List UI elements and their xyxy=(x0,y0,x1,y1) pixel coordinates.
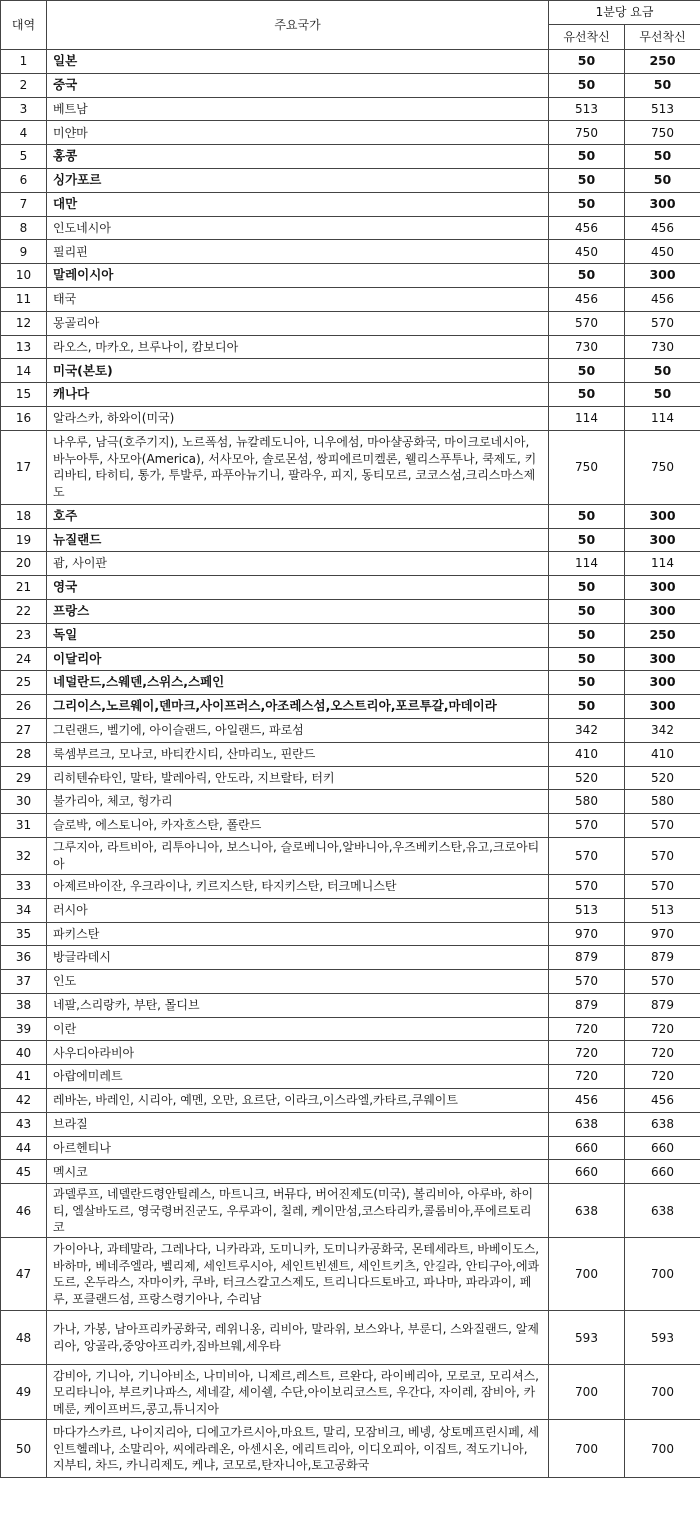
wireless-rate-cell: 410 xyxy=(625,742,700,766)
table-row xyxy=(1,97,700,121)
wired-rate-cell: 570 xyxy=(549,874,625,898)
table-row xyxy=(1,1238,700,1311)
wired-rate-cell: 342 xyxy=(549,718,625,742)
wired-header: 유선착신 xyxy=(549,25,625,50)
table-row xyxy=(1,599,700,623)
wired-rate-cell: 50 xyxy=(549,168,625,192)
table-row xyxy=(1,504,700,528)
zone-cell: 32 xyxy=(1,837,47,874)
countries-cell: 홍콩 xyxy=(47,145,549,169)
wired-rate-cell: 700 xyxy=(549,1238,625,1311)
wireless-rate-cell: 660 xyxy=(625,1136,700,1160)
wired-rate-cell: 50 xyxy=(549,383,625,407)
countries-cell: 이달리아 xyxy=(47,647,549,671)
zone-cell: 1 xyxy=(1,50,47,74)
zone-cell: 29 xyxy=(1,766,47,790)
table-row xyxy=(1,946,700,970)
table-row xyxy=(1,406,700,430)
zone-cell: 6 xyxy=(1,168,47,192)
wired-rate-cell: 570 xyxy=(549,814,625,838)
table-row xyxy=(1,1041,700,1065)
wired-rate-cell: 50 xyxy=(549,647,625,671)
countries-cell: 미국(본토) xyxy=(47,359,549,383)
table-row xyxy=(1,898,700,922)
countries-cell: 인도네시아 xyxy=(47,216,549,240)
table-row xyxy=(1,1365,700,1420)
zone-cell: 30 xyxy=(1,790,47,814)
countries-cell: 룩셈부르크, 모나코, 바티칸시티, 산마리노, 핀란드 xyxy=(47,742,549,766)
zone-cell: 18 xyxy=(1,504,47,528)
table-row xyxy=(1,576,700,600)
countries-cell: 감비아, 기니아, 기니아비소, 나미비아, 니제르,레스트, 르완다, 라이베리아, 모로코, 모리셔스,모리타니아, 부르키나파스, 세네갈, 세이쉘, 수단,아이보리코스트, 우간다, 자이레, 잠비아, 카메룬, 케이프버드,콩고,튜니지아 xyxy=(47,1365,549,1420)
countries-cell: 러시아 xyxy=(47,898,549,922)
zone-cell: 17 xyxy=(1,430,47,504)
zone-cell: 37 xyxy=(1,970,47,994)
countries-cell: 가나, 가봉, 남아프리카공화국, 레위니옹, 리비아, 말라위, 보스와나, 부룬디, 스와질랜드, 알제리아, 앙골라,중앙아프리카,짐바브웨,세우타 xyxy=(47,1311,549,1365)
wired-rate-cell: 720 xyxy=(549,1065,625,1089)
table-row xyxy=(1,383,700,407)
countries-cell: 몽골리아 xyxy=(47,311,549,335)
countries-cell: 가이아나, 과테말라, 그레나다, 니카라과, 도미니카, 도미니카공화국, 몬테세라트, 바베이도스, 바하마, 베네주엘라, 벨리제, 세인트루시아, 세인트빈센트, 세인트키츠, 안길라, 안티구아,에콰도르, 온두라스, 자마이카, 쿠바, 터크스칼고스제도, 트리니다드토바고, 파나마, 파라과이, 페루, 포클랜드섬, 프랑스령기아나, 수리남 xyxy=(47,1238,549,1311)
wired-rate-cell: 410 xyxy=(549,742,625,766)
zone-cell: 34 xyxy=(1,898,47,922)
wired-rate-cell: 570 xyxy=(549,311,625,335)
wired-rate-cell: 750 xyxy=(549,430,625,504)
zone-cell: 23 xyxy=(1,623,47,647)
wireless-rate-cell: 300 xyxy=(625,695,700,719)
countries-cell: 네덜란드,스웨덴,스위스,스페인 xyxy=(47,671,549,695)
wireless-rate-cell: 638 xyxy=(625,1184,700,1238)
wireless-rate-cell: 720 xyxy=(625,1065,700,1089)
wired-rate-cell: 700 xyxy=(549,1365,625,1420)
table-row xyxy=(1,430,700,504)
zone-header: 대역 xyxy=(1,1,47,50)
zone-cell: 41 xyxy=(1,1065,47,1089)
countries-cell: 불가리아, 체코, 헝가리 xyxy=(47,790,549,814)
countries-cell: 브라질 xyxy=(47,1112,549,1136)
table-row xyxy=(1,552,700,576)
zone-cell: 3 xyxy=(1,97,47,121)
rate-group-header: 1분당 요금 xyxy=(549,1,700,25)
wireless-rate-cell: 250 xyxy=(625,50,700,74)
wired-rate-cell: 456 xyxy=(549,216,625,240)
wireless-rate-cell: 450 xyxy=(625,240,700,264)
zone-cell: 31 xyxy=(1,814,47,838)
zone-cell: 33 xyxy=(1,874,47,898)
countries-cell: 아르헨티나 xyxy=(47,1136,549,1160)
wired-rate-cell: 50 xyxy=(549,576,625,600)
zone-cell: 10 xyxy=(1,264,47,288)
zone-cell: 8 xyxy=(1,216,47,240)
table-row xyxy=(1,647,700,671)
table-row xyxy=(1,837,700,874)
wireless-rate-cell: 638 xyxy=(625,1112,700,1136)
zone-cell: 2 xyxy=(1,73,47,97)
wired-rate-cell: 456 xyxy=(549,287,625,311)
zone-cell: 35 xyxy=(1,922,47,946)
wireless-rate-cell: 300 xyxy=(625,192,700,216)
wired-rate-cell: 730 xyxy=(549,335,625,359)
wireless-rate-cell: 970 xyxy=(625,922,700,946)
table-row xyxy=(1,121,700,145)
table-row xyxy=(1,874,700,898)
table-row xyxy=(1,264,700,288)
countries-cell: 아랍에미레트 xyxy=(47,1065,549,1089)
table-row xyxy=(1,1136,700,1160)
countries-cell: 레바논, 바레인, 시리아, 예멘, 오만, 요르단, 이라크,이스라엘,카타르,쿠웨이트 xyxy=(47,1089,549,1113)
table-row xyxy=(1,790,700,814)
wired-rate-cell: 593 xyxy=(549,1311,625,1365)
wired-rate-cell: 970 xyxy=(549,922,625,946)
zone-cell: 42 xyxy=(1,1089,47,1113)
zone-cell: 15 xyxy=(1,383,47,407)
wireless-rate-cell: 50 xyxy=(625,73,700,97)
zone-cell: 16 xyxy=(1,406,47,430)
wired-rate-cell: 114 xyxy=(549,552,625,576)
wired-rate-cell: 660 xyxy=(549,1160,625,1184)
table-row xyxy=(1,1420,700,1478)
countries-cell: 이란 xyxy=(47,1017,549,1041)
wireless-rate-cell: 570 xyxy=(625,837,700,874)
countries-cell: 그리이스,노르웨이,덴마크,사이프러스,아조레스섬,오스트리아,포르투갈,마데이라 xyxy=(47,695,549,719)
countries-cell: 호주 xyxy=(47,504,549,528)
countries-cell: 말레이시아 xyxy=(47,264,549,288)
table-row xyxy=(1,335,700,359)
table-row xyxy=(1,814,700,838)
table-row xyxy=(1,718,700,742)
table-row xyxy=(1,145,700,169)
wired-rate-cell: 450 xyxy=(549,240,625,264)
zone-cell: 47 xyxy=(1,1238,47,1311)
countries-cell: 그린랜드, 벨기에, 아이슬랜드, 아일랜드, 파로섬 xyxy=(47,718,549,742)
wireless-rate-cell: 660 xyxy=(625,1160,700,1184)
countries-cell: 나우루, 남극(호주기지), 노르폭섬, 뉴칼레도니아, 니우에섬, 마아샬공화국, 마이크로네시아, 바누아투, 사모아(America), 서사모아, 솔로몬섬, 쌍피에르미켈론, 웰리스푸투나, 쿡제도, 키리바티, 타히티, 통가, 투발루, 파푸아뉴기니, 팔라우, 피지, 동티모르, 코코스섬,크리스마스제도 xyxy=(47,430,549,504)
wired-rate-cell: 879 xyxy=(549,993,625,1017)
wireless-rate-cell: 520 xyxy=(625,766,700,790)
wireless-rate-cell: 570 xyxy=(625,970,700,994)
table-row xyxy=(1,993,700,1017)
wired-rate-cell: 50 xyxy=(549,73,625,97)
zone-cell: 24 xyxy=(1,647,47,671)
wireless-rate-cell: 300 xyxy=(625,671,700,695)
countries-cell: 사우디아라비아 xyxy=(47,1041,549,1065)
countries-header: 주요국가 xyxy=(47,1,549,50)
table-row xyxy=(1,970,700,994)
wireless-rate-cell: 300 xyxy=(625,576,700,600)
countries-cell: 과델루프, 네델란드령안틸레스, 마트니크, 버뮤다, 버어진제도(미국), 볼리비아, 아루바, 하이티, 엘살바도르, 영국령버진군도, 우루과이, 칠레, 케이만섬,코스타리카,콜롬비아,푸에르토리코 xyxy=(47,1184,549,1238)
rate-table-body xyxy=(1,50,700,1478)
countries-cell: 인도 xyxy=(47,970,549,994)
wireless-rate-cell: 700 xyxy=(625,1420,700,1478)
wired-rate-cell: 700 xyxy=(549,1420,625,1478)
wired-rate-cell: 570 xyxy=(549,970,625,994)
countries-cell: 캐나다 xyxy=(47,383,549,407)
wired-rate-cell: 520 xyxy=(549,766,625,790)
table-row xyxy=(1,192,700,216)
wireless-rate-cell: 570 xyxy=(625,814,700,838)
wireless-rate-cell: 593 xyxy=(625,1311,700,1365)
table-row xyxy=(1,623,700,647)
zone-cell: 7 xyxy=(1,192,47,216)
wired-rate-cell: 638 xyxy=(549,1112,625,1136)
wired-rate-cell: 50 xyxy=(549,504,625,528)
wireless-rate-cell: 456 xyxy=(625,216,700,240)
table-row xyxy=(1,1160,700,1184)
table-row xyxy=(1,359,700,383)
wireless-rate-cell: 300 xyxy=(625,264,700,288)
wired-rate-cell: 456 xyxy=(549,1089,625,1113)
table-row xyxy=(1,1065,700,1089)
zone-cell: 39 xyxy=(1,1017,47,1041)
wired-rate-cell: 580 xyxy=(549,790,625,814)
table-row xyxy=(1,742,700,766)
wireless-rate-cell: 50 xyxy=(625,168,700,192)
wired-rate-cell: 720 xyxy=(549,1041,625,1065)
zone-cell: 45 xyxy=(1,1160,47,1184)
wireless-rate-cell: 50 xyxy=(625,145,700,169)
wired-rate-cell: 50 xyxy=(549,671,625,695)
zone-cell: 28 xyxy=(1,742,47,766)
zone-cell: 36 xyxy=(1,946,47,970)
countries-cell: 아제르바이잔, 우크라이나, 키르지스탄, 타지키스탄, 터크메니스탄 xyxy=(47,874,549,898)
zone-cell: 50 xyxy=(1,1420,47,1478)
wired-rate-cell: 513 xyxy=(549,97,625,121)
wired-rate-cell: 660 xyxy=(549,1136,625,1160)
countries-cell: 영국 xyxy=(47,576,549,600)
countries-cell: 필리핀 xyxy=(47,240,549,264)
countries-cell: 알라스카, 하와이(미국) xyxy=(47,406,549,430)
wireless-rate-cell: 342 xyxy=(625,718,700,742)
wireless-rate-cell: 570 xyxy=(625,874,700,898)
zone-cell: 44 xyxy=(1,1136,47,1160)
wireless-rate-cell: 250 xyxy=(625,623,700,647)
table-row xyxy=(1,1184,700,1238)
zone-cell: 46 xyxy=(1,1184,47,1238)
zone-cell: 4 xyxy=(1,121,47,145)
wireless-rate-cell: 879 xyxy=(625,993,700,1017)
wireless-rate-cell: 114 xyxy=(625,552,700,576)
countries-cell: 슬로박, 에스토니아, 카자흐스탄, 폴란드 xyxy=(47,814,549,838)
wired-rate-cell: 114 xyxy=(549,406,625,430)
countries-cell: 태국 xyxy=(47,287,549,311)
wired-rate-cell: 50 xyxy=(549,623,625,647)
wireless-rate-cell: 300 xyxy=(625,504,700,528)
zone-cell: 38 xyxy=(1,993,47,1017)
wireless-rate-cell: 720 xyxy=(625,1017,700,1041)
wireless-rate-cell: 750 xyxy=(625,430,700,504)
countries-cell: 독일 xyxy=(47,623,549,647)
countries-cell: 멕시코 xyxy=(47,1160,549,1184)
wireless-rate-cell: 513 xyxy=(625,898,700,922)
zone-cell: 21 xyxy=(1,576,47,600)
table-row xyxy=(1,311,700,335)
zone-cell: 22 xyxy=(1,599,47,623)
wireless-rate-cell: 50 xyxy=(625,359,700,383)
zone-cell: 48 xyxy=(1,1311,47,1365)
countries-cell: 마다가스카르, 나이지리아, 디에고가르시아,마요트, 말리, 모잠비크, 베넹, 상토메프린시페, 세인트헬레나, 소말리아, 씨에라레온, 아센시온, 에리트리아, 이디오피아, 이집트, 적도기니아, 지부티, 차드, 카니리제도, 케냐, 코모로,탄자니아,토고공화국 xyxy=(47,1420,549,1478)
wired-rate-cell: 50 xyxy=(549,528,625,552)
wireless-rate-cell: 50 xyxy=(625,383,700,407)
table-row xyxy=(1,1089,700,1113)
countries-cell: 베트남 xyxy=(47,97,549,121)
table-row xyxy=(1,671,700,695)
wired-rate-cell: 50 xyxy=(549,695,625,719)
zone-cell: 43 xyxy=(1,1112,47,1136)
wired-rate-cell: 50 xyxy=(549,359,625,383)
table-row xyxy=(1,1311,700,1365)
wired-rate-cell: 50 xyxy=(549,599,625,623)
zone-cell: 14 xyxy=(1,359,47,383)
wireless-rate-cell: 570 xyxy=(625,311,700,335)
table-row xyxy=(1,695,700,719)
wired-rate-cell: 50 xyxy=(549,264,625,288)
countries-cell: 프랑스 xyxy=(47,599,549,623)
wireless-rate-cell: 300 xyxy=(625,528,700,552)
wired-rate-cell: 50 xyxy=(549,192,625,216)
zone-cell: 19 xyxy=(1,528,47,552)
table-row xyxy=(1,216,700,240)
zone-cell: 9 xyxy=(1,240,47,264)
wired-rate-cell: 50 xyxy=(549,145,625,169)
countries-cell: 파키스탄 xyxy=(47,922,549,946)
wired-rate-cell: 50 xyxy=(549,50,625,74)
table-row xyxy=(1,240,700,264)
wired-rate-cell: 879 xyxy=(549,946,625,970)
zone-cell: 40 xyxy=(1,1041,47,1065)
wired-rate-cell: 513 xyxy=(549,898,625,922)
table-row xyxy=(1,922,700,946)
countries-cell: 중국 xyxy=(47,73,549,97)
countries-cell: 괌, 사이판 xyxy=(47,552,549,576)
zone-cell: 27 xyxy=(1,718,47,742)
countries-cell: 리히텐슈타인, 말타, 발레아릭, 안도라, 지브랄타, 터키 xyxy=(47,766,549,790)
zone-cell: 20 xyxy=(1,552,47,576)
countries-cell: 네팔,스리랑카, 부탄, 몰디브 xyxy=(47,993,549,1017)
wireless-rate-cell: 720 xyxy=(625,1041,700,1065)
zone-cell: 26 xyxy=(1,695,47,719)
table-row xyxy=(1,1017,700,1041)
countries-cell: 미얀마 xyxy=(47,121,549,145)
countries-cell: 대만 xyxy=(47,192,549,216)
countries-cell: 라오스, 마카오, 브루나이, 캄보디아 xyxy=(47,335,549,359)
wired-rate-cell: 638 xyxy=(549,1184,625,1238)
zone-cell: 11 xyxy=(1,287,47,311)
wireless-rate-cell: 456 xyxy=(625,287,700,311)
wireless-rate-cell: 456 xyxy=(625,1089,700,1113)
wireless-rate-cell: 580 xyxy=(625,790,700,814)
wireless-header: 무선착신 xyxy=(625,25,700,50)
wireless-rate-cell: 750 xyxy=(625,121,700,145)
zone-cell: 12 xyxy=(1,311,47,335)
wireless-rate-cell: 730 xyxy=(625,335,700,359)
countries-cell: 그루지아, 라트비아, 리투아니아, 보스니아, 슬로베니아,알바니아,우즈베키스탄,유고,크로아티아 xyxy=(47,837,549,874)
wireless-rate-cell: 513 xyxy=(625,97,700,121)
wireless-rate-cell: 300 xyxy=(625,647,700,671)
countries-cell: 방글라데시 xyxy=(47,946,549,970)
wireless-rate-cell: 879 xyxy=(625,946,700,970)
zone-cell: 5 xyxy=(1,145,47,169)
countries-cell: 일본 xyxy=(47,50,549,74)
wired-rate-cell: 750 xyxy=(549,121,625,145)
table-row xyxy=(1,168,700,192)
zone-cell: 25 xyxy=(1,671,47,695)
wireless-rate-cell: 300 xyxy=(625,599,700,623)
wired-rate-cell: 570 xyxy=(549,837,625,874)
table-row xyxy=(1,1112,700,1136)
table-row xyxy=(1,50,700,74)
table-row xyxy=(1,73,700,97)
table-row xyxy=(1,287,700,311)
wireless-rate-cell: 700 xyxy=(625,1238,700,1311)
countries-cell: 싱가포르 xyxy=(47,168,549,192)
table-row xyxy=(1,766,700,790)
wired-rate-cell: 720 xyxy=(549,1017,625,1041)
table-row xyxy=(1,528,700,552)
countries-cell: 뉴질랜드 xyxy=(47,528,549,552)
zone-cell: 13 xyxy=(1,335,47,359)
wireless-rate-cell: 700 xyxy=(625,1365,700,1420)
zone-cell: 49 xyxy=(1,1365,47,1420)
wireless-rate-cell: 114 xyxy=(625,406,700,430)
